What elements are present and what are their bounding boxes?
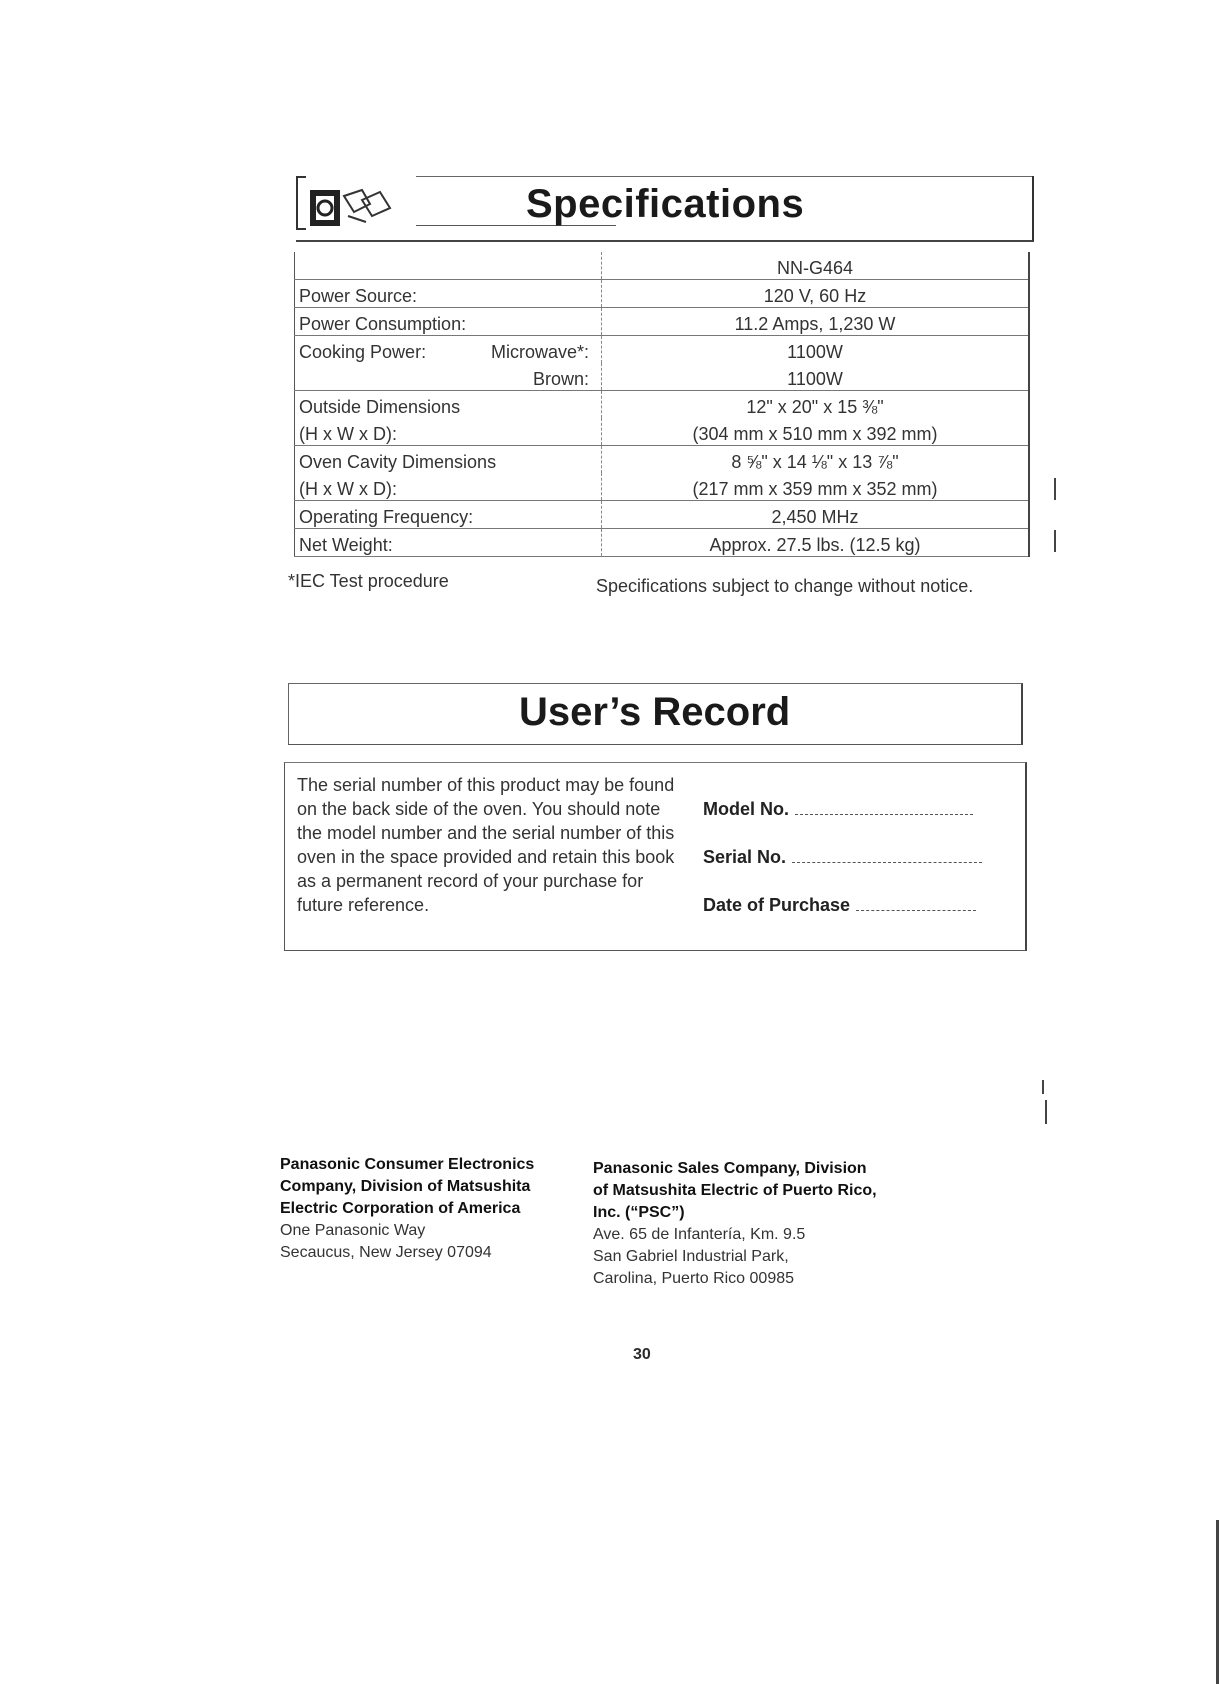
spec-sublabel: Microwave*: (490, 342, 589, 362)
notice: Specifications subject to change without notice. (596, 576, 974, 596)
users-record-title: User’s Record (519, 690, 791, 734)
model-number-label: Model No. (703, 799, 789, 819)
specifications-title: Specifications (526, 182, 805, 226)
table-row (295, 501, 1030, 529)
spec-label (295, 252, 602, 280)
spec-label: (H x W x D): (295, 418, 602, 446)
users-record-text: The serial number of this product may be found on the back side of the oven. You should note the model number and the serial number of this oven in the space provided and retain this book as a permanent record of your purchase for future reference. (297, 775, 675, 915)
header-top-rule (416, 176, 1032, 177)
spec-sublabel: Brown: (295, 363, 602, 391)
table-row (295, 280, 1030, 308)
spec-value: 1100W (602, 336, 1030, 364)
header-bracket (296, 176, 306, 230)
table-row (295, 391, 1030, 419)
spec-label: Power Source: (295, 280, 602, 308)
spec-value: 2,450 MHz (602, 501, 1030, 529)
spec-label: Outside Dimensions (295, 391, 602, 419)
table-row (295, 252, 1030, 280)
address-line: Ave. 65 de Infantería, Km. 9.5 (593, 1226, 806, 1243)
scan-edge (1216, 1520, 1219, 1684)
spec-value: 120 V, 60 Hz (602, 280, 1030, 308)
page-number: 30 (633, 1346, 651, 1363)
scan-mark (1054, 478, 1056, 500)
spec-label: Power Consumption: (295, 308, 602, 336)
address-line: One Panasonic Way (280, 1222, 426, 1239)
serial-number-line[interactable] (792, 861, 982, 863)
company-line: Panasonic Sales Company, Division (593, 1160, 867, 1177)
users-record-box (284, 762, 1027, 951)
table-row (295, 418, 1030, 446)
company-line: Electric Corporation of America (280, 1200, 521, 1217)
date-of-purchase-field (703, 895, 976, 916)
table-row (295, 308, 1030, 336)
serial-number-label: Serial No. (703, 847, 787, 867)
company-line: Company, Division of Matsushita (280, 1178, 531, 1195)
company-line: of Matsushita Electric of Puerto Rico, (593, 1182, 877, 1199)
spec-label: Net Weight: (295, 529, 602, 557)
address-left (280, 1154, 580, 1264)
users-record-header (288, 683, 1023, 745)
table-row (295, 446, 1030, 474)
spec-label: (H x W x D): (295, 473, 602, 501)
model-number: NN-G464 (602, 252, 1030, 280)
spec-value: (304 mm x 510 mm x 392 mm) (602, 418, 1030, 446)
address-line: San Gabriel Industrial Park, (593, 1248, 789, 1265)
footnote: *IEC Test procedure (288, 571, 449, 591)
model-number-field (703, 799, 973, 820)
specifications-header (296, 176, 1034, 242)
spec-label: Oven Cavity Dimensions (295, 446, 602, 474)
address-right (593, 1158, 933, 1290)
date-of-purchase-line[interactable] (856, 909, 976, 911)
spec-label (295, 336, 602, 364)
scan-mark (1054, 530, 1056, 552)
spec-value: 11.2 Amps, 1,230 W (602, 308, 1030, 336)
company-line: Inc. (“PSC”) (593, 1204, 685, 1221)
scan-mark (1045, 1100, 1047, 1124)
company-line: Panasonic Consumer Electronics (280, 1156, 535, 1173)
table-row (295, 336, 1030, 364)
specifications-icon (310, 182, 402, 228)
table-row (295, 529, 1030, 557)
date-of-purchase-label: Date of Purchase (703, 895, 851, 915)
table-row (295, 363, 1030, 391)
spec-label: Operating Frequency: (295, 501, 602, 529)
scan-mark (1042, 1080, 1044, 1094)
spec-value: 8 ⅝" x 14 ⅛" x 13 ⅞" (602, 446, 1030, 474)
spec-label-text: Cooking Power: (299, 342, 427, 362)
address-line: Secaucus, New Jersey 07094 (280, 1244, 492, 1261)
address-line: Carolina, Puerto Rico 00985 (593, 1270, 795, 1287)
spec-value: (217 mm x 359 mm x 352 mm) (602, 473, 1030, 501)
specifications-table (294, 252, 1030, 557)
spec-value: 1100W (602, 363, 1030, 391)
spec-value: Approx. 27.5 lbs. (12.5 kg) (602, 529, 1030, 557)
spec-value: 12" x 20" x 15 ⅜" (602, 391, 1030, 419)
model-number-line[interactable] (795, 813, 973, 815)
serial-number-field (703, 847, 982, 868)
table-row (295, 473, 1030, 501)
